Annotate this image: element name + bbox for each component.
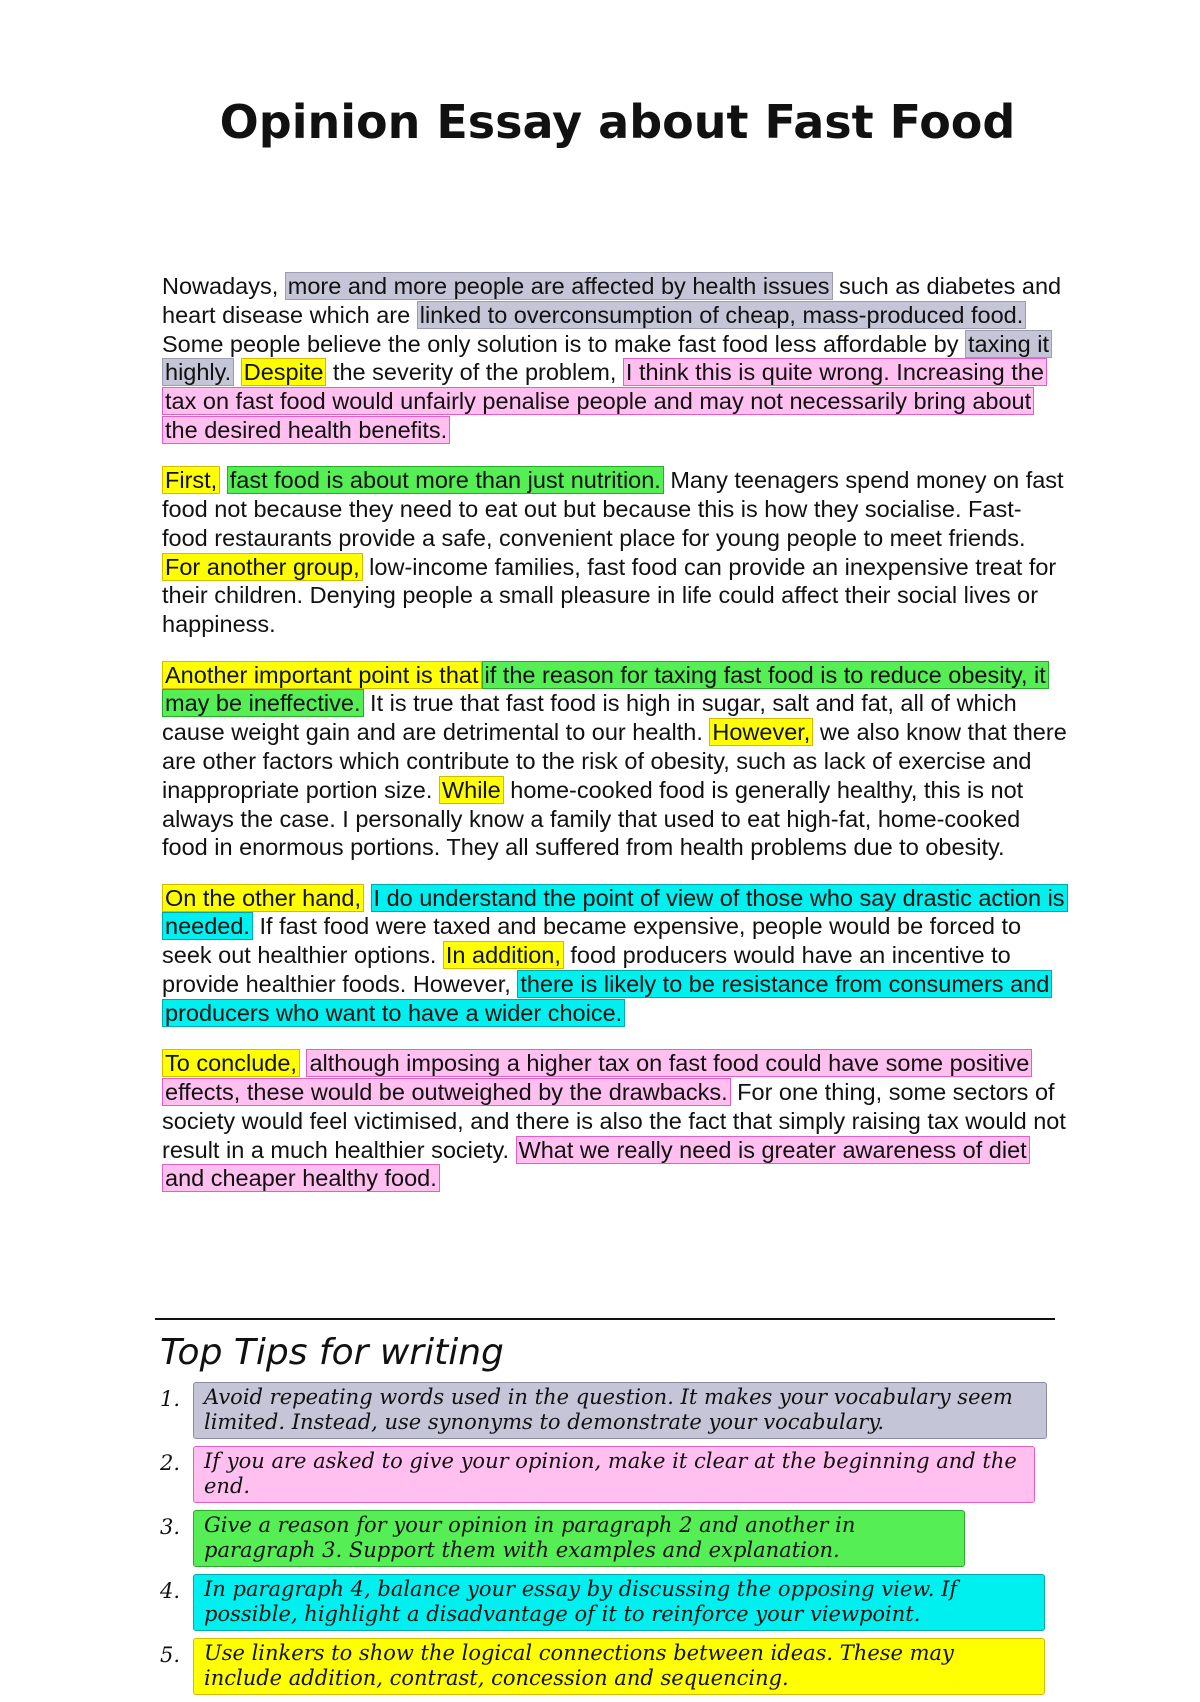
tip-item — [158, 1574, 1058, 1631]
text-segment: low-income families, fast food can provide an inexpensive treat for their children. Denying people a small pleasure in life could affect their social lives or happiness. — [162, 553, 1057, 638]
highlight-yellow: However, — [709, 718, 813, 746]
tip-text: Give a reason for your opinion in paragraph 2 and another in paragraph 3. Support them with examples and explanation. — [193, 1510, 965, 1567]
highlight-yellow: In addition, — [443, 941, 564, 969]
text-segment: If fast food were taxed and became expensive, people would be forced to seek out healthier options. — [162, 913, 1022, 969]
text-segment: home-cooked food is generally healthy, this is not always the case. I personally know a family that used to eat high-fat, home-cooked food in enormous portions. They all suffered from health problems due to obesity. — [162, 776, 1024, 861]
tip-text: If you are asked to give your opinion, make it clear at the beginning and the end. — [193, 1446, 1035, 1503]
highlight-yellow: Despite — [241, 358, 327, 386]
text-segment: Nowadays, — [162, 273, 285, 299]
tip-item — [158, 1446, 1058, 1503]
essay-body — [162, 272, 1067, 1215]
highlight-cyan: I do understand the point of view of those who say drastic action is needed. — [162, 884, 1068, 941]
essay-paragraph-4 — [162, 884, 1067, 1028]
tip-number: 1. — [160, 1387, 181, 1411]
highlight-yellow: To conclude, — [162, 1049, 300, 1077]
tip-item — [158, 1638, 1058, 1695]
text-segment — [220, 467, 227, 493]
tip-text: In paragraph 4, balance your essay by discussing the opposing view. If possible, highlight a disadvantage of it to reinforce your viewpoint. — [193, 1574, 1045, 1631]
highlight-green: fast food is about more than just nutrition. — [227, 466, 664, 494]
text-segment: such as diabetes and heart disease which are — [162, 273, 1062, 328]
section-divider — [155, 1318, 1055, 1320]
tip-number: 5. — [160, 1643, 181, 1667]
highlight-grey: taxing it highly. — [162, 330, 1052, 387]
tip-item — [158, 1382, 1058, 1439]
essay-paragraph-2 — [162, 466, 1067, 639]
text-segment: we also know that there are other factors which contribute to the risk of obesity, such as lack of exercise and inappropriate portion size. — [162, 719, 1067, 803]
essay-paragraph-intro — [162, 272, 1067, 445]
highlight-pink: although imposing a higher tax on fast food could have some positive effects, these would be outweighed by the drawbacks. — [162, 1049, 1032, 1106]
text-segment: food producers would have an incentive to provide healthier foods. However, — [162, 942, 1011, 998]
tips-list — [158, 1382, 1058, 1702]
highlight-yellow: While — [439, 776, 504, 804]
text-segment: Many teenagers spend money on fast food not because they need to eat out but because this is how they socialise. Fast-food restaurants provide a safe, convenient place for young people to meet friends. — [162, 467, 1064, 551]
tip-text: Avoid repeating words used in the question. It makes your vocabulary seem limited. Instead, use synonyms to demonstrate your vocabulary. — [193, 1382, 1047, 1439]
highlight-yellow: For another group, — [162, 553, 363, 581]
highlight-cyan: there is likely to be resistance from consumers and producers who want to have a wider choice. — [162, 970, 1052, 1027]
tip-number: 4. — [160, 1579, 181, 1603]
text-segment: the severity of the problem, — [326, 359, 623, 386]
text-segment — [234, 359, 241, 385]
highlight-pink: I think this is quite wrong. Increasing the tax on fast food would unfairly penalise people and may not necessarily bring about the desired health benefits. — [162, 358, 1047, 444]
tip-item — [158, 1510, 1058, 1567]
highlight-pink: What we really need is greater awareness of diet and cheaper healthy food. — [162, 1136, 1030, 1193]
tips-heading: Top Tips for writing — [160, 1332, 504, 1373]
text-segment: For one thing, some sectors of society would feel victimised, and there is also the fact that simply raising tax would not result in a much healthier society. — [162, 1078, 1066, 1163]
tip-number: 3. — [160, 1515, 181, 1539]
highlight-yellow: On the other hand, — [162, 884, 364, 912]
highlight-yellow: Another important point is that — [162, 661, 482, 689]
text-segment: Some people believe the only solution is to make fast food less affordable by — [162, 330, 965, 357]
essay-paragraph-conclusion — [162, 1049, 1067, 1193]
essay-title: Opinion Essay about Fast Food — [219, 95, 1016, 149]
highlight-grey: linked to overconsumption of cheap, mass-produced food. — [417, 301, 1027, 329]
tip-text: Use linkers to show the logical connections between ideas. These may include addition, contrast, concession and sequencing. — [193, 1638, 1045, 1695]
text-segment — [364, 885, 371, 911]
highlight-yellow: First, — [162, 466, 220, 494]
essay-paragraph-3 — [162, 661, 1067, 863]
tip-number: 2. — [160, 1451, 181, 1475]
text-segment: It is true that fast food is high in sugar, salt and fat, all of which cause weight gain and are detrimental to our health. — [162, 690, 1017, 746]
highlight-grey: more and more people are affected by health issues — [285, 272, 833, 300]
highlight-green: if the reason for taxing fast food is to reduce obesity, it may be ineffective. — [162, 661, 1049, 718]
